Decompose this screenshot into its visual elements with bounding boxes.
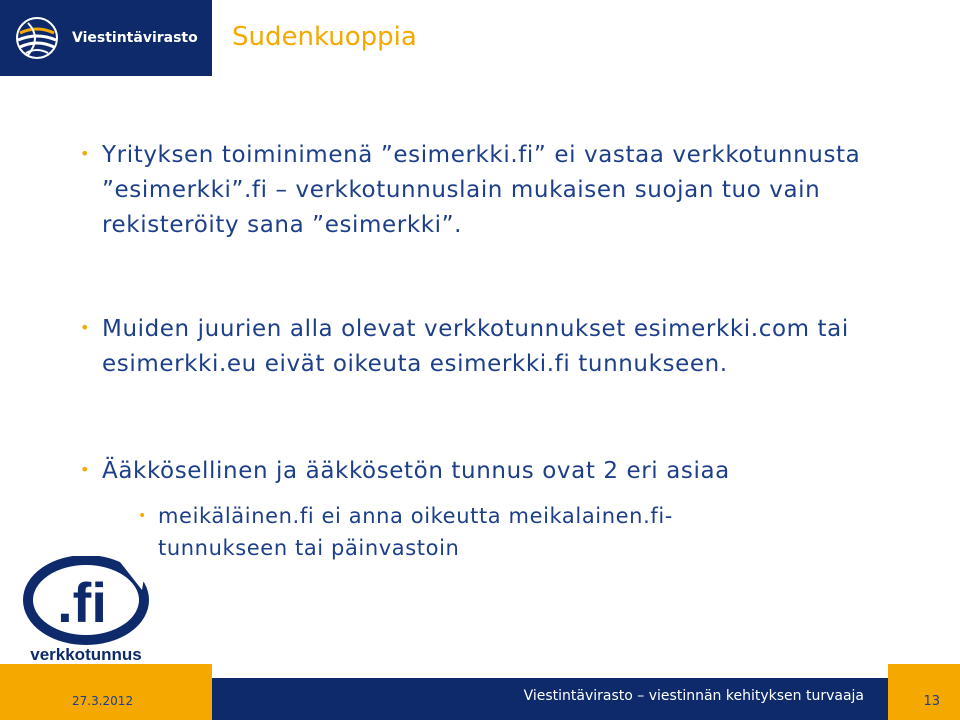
bullet-dot-icon: • — [138, 508, 147, 524]
bullet-dot-icon: • — [80, 460, 91, 479]
bullet-item — [80, 310, 922, 382]
footer-middle-band — [212, 678, 888, 720]
bullet-dot-icon: • — [80, 318, 91, 337]
sub-bullet-item — [138, 500, 778, 564]
page-number: 13 — [923, 694, 940, 709]
bullet-item — [80, 452, 922, 489]
fi-logo-caption: verkkotunnus — [30, 645, 142, 664]
globe-logo-icon — [14, 15, 60, 61]
footer-org-text: Viestintävirasto – viestinnän kehityksen turvaaja — [523, 688, 864, 704]
org-name: Viestintävirasto — [72, 30, 198, 46]
bullet-text: Yrityksen toiminimenä ”esimerkki.fi” ei vastaa verkkotunnusta ”esimerkki”.fi – verkkotunnuslain mukaisen suojan tuo vain rekisteröity sana ”esimerkki”. — [102, 142, 861, 238]
fi-logo-mark: .fi — [57, 571, 107, 634]
sub-bullet-text: meikäläinen.fi ei anna oikeutta meikalainen.fi-tunnukseen tai päinvastoin — [158, 504, 673, 560]
org-logo — [0, 0, 212, 76]
bullet-text: Muiden juurien alla olevat verkkotunnukset esimerkki.com tai esimerkki.eu eivät oikeuta esimerkki.fi tunnukseen. — [102, 316, 849, 377]
bullet-dot-icon: • — [80, 144, 91, 163]
slide-footer — [0, 664, 960, 720]
footer-right-band — [888, 664, 960, 720]
bullet-text: Ääkkösellinen ja ääkkösetön tunnus ovat 2 eri asiaa — [102, 458, 730, 484]
bullet-item — [80, 136, 922, 243]
footer-date: 27.3.2012 — [72, 694, 134, 708]
fi-verkkotunnus-logo — [22, 556, 150, 664]
footer-left-band — [0, 664, 212, 720]
slide-title: Sudenkuoppia — [232, 22, 417, 52]
